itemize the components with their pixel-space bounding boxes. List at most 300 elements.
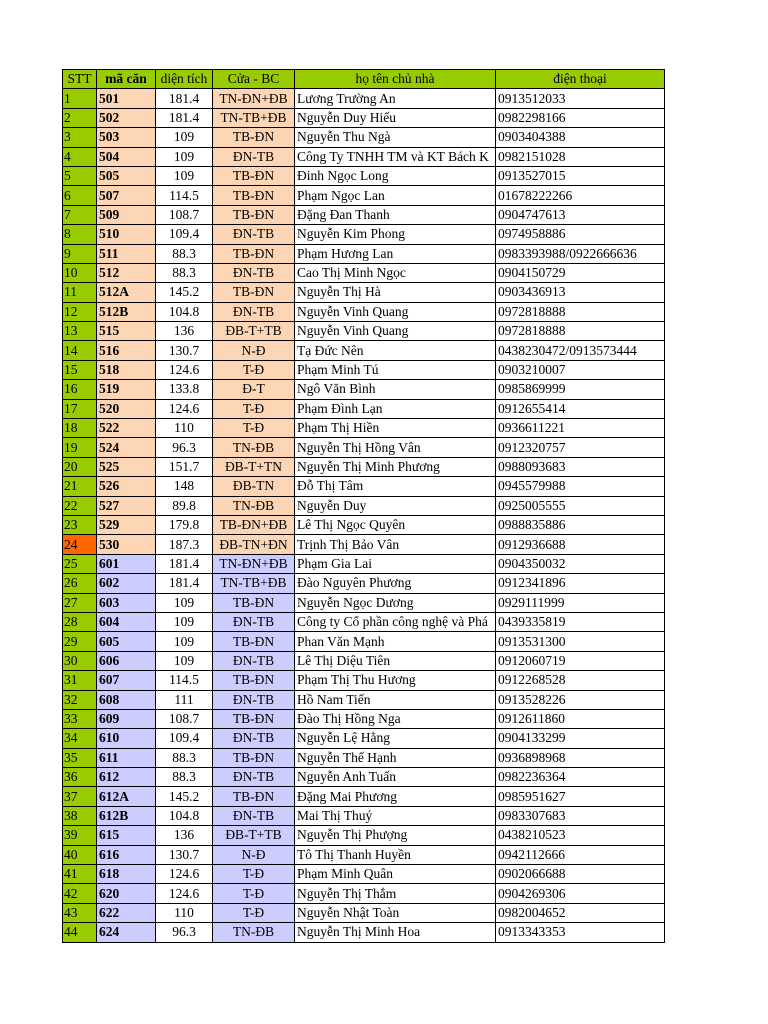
cell-stt: 4 [63,147,97,166]
cell-cua-bc: T-Đ [213,419,295,438]
cell-ma-can: 522 [97,419,156,438]
cell-cua-bc: T-Đ [213,884,295,903]
cell-ma-can: 605 [97,632,156,651]
cell-stt: 2 [63,108,97,127]
cell-dien-thoai: 0942112666 [496,845,665,864]
cell-ma-can: 512A [97,283,156,302]
cell-ho-ten: Nguyễn Thế Hạnh [295,748,496,767]
cell-ma-can: 607 [97,671,156,690]
cell-cua-bc: T-Đ [213,360,295,379]
cell-stt: 38 [63,806,97,825]
cell-ma-can: 511 [97,244,156,263]
cell-cua-bc: ĐN-TB [213,806,295,825]
cell-ma-can: 504 [97,147,156,166]
cell-cua-bc: ĐB-TN [213,477,295,496]
cell-ma-can: 519 [97,380,156,399]
cell-ma-can: 525 [97,457,156,476]
cell-cua-bc: N-Đ [213,341,295,360]
table-row [63,593,665,612]
cell-stt: 21 [63,477,97,496]
cell-dien-thoai: 0974958886 [496,225,665,244]
cell-cua-bc: ĐN-TB [213,225,295,244]
cell-cua-bc: ĐN-TB [213,612,295,631]
cell-cua-bc: TB-ĐN [213,787,295,806]
cell-stt: 40 [63,845,97,864]
cell-dien-tich: 88.3 [156,244,213,263]
cell-cua-bc: TB-ĐN [213,748,295,767]
cell-cua-bc: TB-ĐN [213,128,295,147]
cell-dien-tich: 108.7 [156,709,213,728]
cell-cua-bc: Đ-T [213,380,295,399]
cell-stt: 28 [63,612,97,631]
cell-dien-tich: 124.6 [156,865,213,884]
cell-dien-thoai: 0903436913 [496,283,665,302]
header-cua-bc: Cửa - BC [213,70,295,89]
cell-dien-tich: 108.7 [156,205,213,224]
cell-ho-ten: Phạm Hương Lan [295,244,496,263]
table-row [63,244,665,263]
table-row [63,651,665,670]
table-row [63,845,665,864]
cell-dien-tich: 89.8 [156,496,213,515]
table-row [63,554,665,573]
cell-dien-tich: 136 [156,322,213,341]
table-row [63,147,665,166]
table-row [63,768,665,787]
cell-stt: 24 [63,535,97,554]
header-stt: STT [63,70,97,89]
cell-dien-thoai: 0438210523 [496,826,665,845]
cell-stt: 35 [63,748,97,767]
cell-dien-thoai: 0904133299 [496,729,665,748]
cell-ma-can: 516 [97,341,156,360]
table-row [63,671,665,690]
header-dien-thoai: điện thoại [496,70,665,89]
cell-ho-ten: Phạm Đình Lạn [295,399,496,418]
cell-dien-thoai: 0912341896 [496,574,665,593]
table-row [63,709,665,728]
table-row [63,865,665,884]
cell-cua-bc: TN-TB+ĐB [213,108,295,127]
cell-stt: 17 [63,399,97,418]
cell-cua-bc: TB-ĐN [213,166,295,185]
cell-ma-can: 512 [97,263,156,282]
table-row [63,612,665,631]
cell-stt: 11 [63,283,97,302]
cell-cua-bc: ĐN-TB [213,147,295,166]
cell-stt: 15 [63,360,97,379]
cell-ho-ten: Nguyễn Vinh Quang [295,302,496,321]
cell-ho-ten: Tô Thị Thanh Huyền [295,845,496,864]
cell-ma-can: 622 [97,903,156,922]
table-row [63,884,665,903]
cell-dien-tich: 109 [156,128,213,147]
cell-dien-tich: 109 [156,632,213,651]
cell-ho-ten: Nguyễn Kim Phong [295,225,496,244]
cell-ho-ten: Nguyễn Lệ Hằng [295,729,496,748]
cell-dien-thoai: 0904150729 [496,263,665,282]
cell-stt: 9 [63,244,97,263]
apartment-owner-table [62,69,665,943]
table-row [63,225,665,244]
cell-ma-can: 602 [97,574,156,593]
cell-dien-thoai: 0903404388 [496,128,665,147]
cell-dien-tich: 96.3 [156,923,213,942]
cell-cua-bc: ĐN-TB [213,768,295,787]
cell-cua-bc: TN-ĐB [213,438,295,457]
cell-stt: 32 [63,690,97,709]
cell-ma-can: 503 [97,128,156,147]
cell-stt: 10 [63,263,97,282]
cell-dien-tich: 88.3 [156,768,213,787]
table-row [63,108,665,127]
table-row [63,923,665,942]
cell-ho-ten: Lương Trường An [295,89,496,108]
cell-stt: 3 [63,128,97,147]
cell-cua-bc: TB-ĐN [213,671,295,690]
cell-dien-thoai: 0912060719 [496,651,665,670]
cell-dien-thoai: 0982004652 [496,903,665,922]
table-row [63,419,665,438]
cell-dien-tich: 104.8 [156,302,213,321]
cell-stt: 31 [63,671,97,690]
cell-dien-tich: 109 [156,593,213,612]
cell-stt: 41 [63,865,97,884]
cell-dien-tich: 179.8 [156,515,213,534]
cell-dien-tich: 109 [156,147,213,166]
cell-cua-bc: TN-ĐB [213,923,295,942]
cell-cua-bc: ĐN-TB [213,651,295,670]
cell-stt: 34 [63,729,97,748]
cell-ho-ten: Đào Nguyên Phương [295,574,496,593]
cell-ho-ten: Phạm Gia Lai [295,554,496,573]
cell-ho-ten: Nguyễn Duy Hiếu [295,108,496,127]
cell-ho-ten: Đào Thị Hồng Nga [295,709,496,728]
cell-dien-tich: 114.5 [156,671,213,690]
table-row [63,302,665,321]
cell-dien-thoai: 0929111999 [496,593,665,612]
cell-dien-tich: 181.4 [156,554,213,573]
cell-dien-thoai: 0912611860 [496,709,665,728]
cell-cua-bc: ĐB-TN+ĐN [213,535,295,554]
cell-stt: 33 [63,709,97,728]
cell-dien-tich: 88.3 [156,263,213,282]
cell-cua-bc: N-Đ [213,845,295,864]
cell-ma-can: 512B [97,302,156,321]
table-row [63,360,665,379]
cell-stt: 36 [63,768,97,787]
cell-dien-thoai: 0912320757 [496,438,665,457]
table-row [63,748,665,767]
cell-dien-thoai: 0912655414 [496,399,665,418]
cell-dien-thoai: 0913531300 [496,632,665,651]
cell-dien-tich: 181.4 [156,89,213,108]
cell-cua-bc: ĐB-T+TN [213,457,295,476]
table-body [63,89,665,942]
cell-ma-can: 612A [97,787,156,806]
cell-dien-tich: 104.8 [156,806,213,825]
header-ma-can: mã căn [97,70,156,89]
cell-stt: 23 [63,515,97,534]
cell-dien-thoai: 0912936688 [496,535,665,554]
cell-stt: 16 [63,380,97,399]
cell-dien-tich: 124.6 [156,884,213,903]
cell-dien-thoai: 0912268528 [496,671,665,690]
cell-ho-ten: Phạm Ngọc Lan [295,186,496,205]
cell-dien-thoai: 0983393988/0922666636 [496,244,665,263]
cell-ho-ten: Đặng Mai Phương [295,787,496,806]
table-row [63,496,665,515]
cell-ma-can: 618 [97,865,156,884]
cell-cua-bc: TN-ĐN+ĐB [213,89,295,108]
cell-dien-thoai: 0904350032 [496,554,665,573]
cell-cua-bc: TB-ĐN [213,709,295,728]
cell-cua-bc: TB-ĐN [213,186,295,205]
cell-dien-thoai: 0925005555 [496,496,665,515]
cell-dien-thoai: 0903210007 [496,360,665,379]
cell-dien-thoai: 0988093683 [496,457,665,476]
table-row [63,341,665,360]
cell-ho-ten: Lê Thị Ngọc Quyên [295,515,496,534]
header-ho-ten: họ tên chủ nhà [295,70,496,89]
cell-dien-thoai: 0438230472/0913573444 [496,341,665,360]
table-row [63,690,665,709]
cell-cua-bc: ĐB-T+TB [213,322,295,341]
header-row [63,70,665,89]
table-row [63,322,665,341]
cell-dien-thoai: 0904269306 [496,884,665,903]
cell-ho-ten: Nguyễn Thị Hà [295,283,496,302]
cell-ho-ten: Ngô Văn Bình [295,380,496,399]
cell-ma-can: 520 [97,399,156,418]
cell-dien-tich: 187.3 [156,535,213,554]
table-row [63,399,665,418]
cell-cua-bc: TB-ĐN [213,205,295,224]
cell-dien-tich: 124.6 [156,360,213,379]
cell-dien-thoai: 0902066688 [496,865,665,884]
cell-ma-can: 620 [97,884,156,903]
cell-dien-tich: 110 [156,419,213,438]
cell-ma-can: 610 [97,729,156,748]
cell-cua-bc: TB-ĐN+ĐB [213,515,295,534]
cell-ho-ten: Đỗ Thị Tâm [295,477,496,496]
cell-stt: 5 [63,166,97,185]
cell-ho-ten: Nguyễn Vinh Quang [295,322,496,341]
cell-dien-tich: 130.7 [156,341,213,360]
cell-dien-thoai: 0988835886 [496,515,665,534]
cell-dien-thoai: 0936611221 [496,419,665,438]
cell-dien-tich: 145.2 [156,283,213,302]
table-row [63,166,665,185]
cell-ho-ten: Nguyễn Thị Minh Hoa [295,923,496,942]
cell-dien-tich: 151.7 [156,457,213,476]
cell-ho-ten: Nguyễn Ngọc Dương [295,593,496,612]
cell-cua-bc: TB-ĐN [213,632,295,651]
cell-ho-ten: Hồ Nam Tiến [295,690,496,709]
cell-dien-thoai: 0972818888 [496,322,665,341]
cell-ho-ten: Mai Thị Thuý [295,806,496,825]
cell-dien-thoai: 0913527015 [496,166,665,185]
cell-dien-tich: 124.6 [156,399,213,418]
cell-stt: 20 [63,457,97,476]
cell-ho-ten: Nguyễn Thị Thắm [295,884,496,903]
table-row [63,632,665,651]
cell-dien-tich: 88.3 [156,748,213,767]
cell-dien-thoai: 0972818888 [496,302,665,321]
cell-dien-thoai: 0982151028 [496,147,665,166]
cell-dien-tich: 96.3 [156,438,213,457]
cell-ho-ten: Nguyễn Thu Ngà [295,128,496,147]
table-row [63,477,665,496]
cell-dien-thoai: 0945579988 [496,477,665,496]
cell-stt: 7 [63,205,97,224]
cell-ma-can: 505 [97,166,156,185]
cell-ho-ten: Công Ty TNHH TM và KT Bách K [295,147,496,166]
cell-stt: 43 [63,903,97,922]
cell-cua-bc: T-Đ [213,399,295,418]
cell-ho-ten: Cao Thị Minh Ngọc [295,263,496,282]
cell-ho-ten: Nguyễn Thị Phượng [295,826,496,845]
cell-ma-can: 507 [97,186,156,205]
cell-stt: 26 [63,574,97,593]
table-row [63,535,665,554]
table-row [63,787,665,806]
cell-dien-tich: 109.4 [156,729,213,748]
cell-dien-thoai: 01678222266 [496,186,665,205]
cell-stt: 42 [63,884,97,903]
cell-ma-can: 509 [97,205,156,224]
cell-ho-ten: Phạm Minh Tú [295,360,496,379]
table-row [63,806,665,825]
cell-ho-ten: Phạm Thị Hiền [295,419,496,438]
cell-stt: 12 [63,302,97,321]
cell-dien-tich: 109 [156,166,213,185]
table-row [63,574,665,593]
cell-dien-tich: 130.7 [156,845,213,864]
cell-ma-can: 612B [97,806,156,825]
table-row [63,380,665,399]
cell-ho-ten: Nguyễn Thị Minh Phương [295,457,496,476]
cell-dien-thoai: 0913528226 [496,690,665,709]
cell-dien-thoai: 0904747613 [496,205,665,224]
cell-stt: 13 [63,322,97,341]
cell-ho-ten: Công ty Cổ phần công nghệ và Phá [295,612,496,631]
cell-ma-can: 518 [97,360,156,379]
cell-cua-bc: TN-TB+ĐB [213,574,295,593]
table-row [63,186,665,205]
cell-stt: 18 [63,419,97,438]
cell-ma-can: 515 [97,322,156,341]
cell-ma-can: 612 [97,768,156,787]
cell-dien-thoai: 0936898968 [496,748,665,767]
table-row [63,903,665,922]
cell-ma-can: 501 [97,89,156,108]
cell-ma-can: 601 [97,554,156,573]
cell-ma-can: 603 [97,593,156,612]
cell-stt: 39 [63,826,97,845]
cell-ma-can: 615 [97,826,156,845]
cell-dien-thoai: 0913343353 [496,923,665,942]
cell-dien-tich: 114.5 [156,186,213,205]
cell-ho-ten: Nguyễn Anh Tuấn [295,768,496,787]
cell-stt: 8 [63,225,97,244]
cell-dien-tich: 110 [156,903,213,922]
cell-ma-can: 526 [97,477,156,496]
cell-ma-can: 510 [97,225,156,244]
cell-ma-can: 611 [97,748,156,767]
table-row [63,89,665,108]
cell-ma-can: 609 [97,709,156,728]
cell-stt: 6 [63,186,97,205]
cell-ma-can: 616 [97,845,156,864]
cell-ho-ten: Trịnh Thị Bảo Vân [295,535,496,554]
cell-stt: 37 [63,787,97,806]
cell-cua-bc: ĐB-T+TB [213,826,295,845]
cell-ho-ten: Đặng Đan Thanh [295,205,496,224]
cell-ho-ten: Nguyễn Duy [295,496,496,515]
cell-dien-thoai: 0985869999 [496,380,665,399]
cell-ho-ten: Phạm Thị Thu Hương [295,671,496,690]
cell-stt: 19 [63,438,97,457]
cell-ho-ten: Tạ Đức Nên [295,341,496,360]
table-row [63,438,665,457]
cell-stt: 44 [63,923,97,942]
table-row [63,729,665,748]
cell-cua-bc: ĐN-TB [213,263,295,282]
cell-ma-can: 624 [97,923,156,942]
table-row [63,283,665,302]
cell-dien-tich: 109 [156,651,213,670]
cell-ma-can: 604 [97,612,156,631]
cell-stt: 30 [63,651,97,670]
cell-ma-can: 530 [97,535,156,554]
cell-ma-can: 527 [97,496,156,515]
cell-ho-ten: Đinh Ngọc Long [295,166,496,185]
cell-stt: 29 [63,632,97,651]
cell-ho-ten: Lê Thị Diệu Tiên [295,651,496,670]
table-row [63,826,665,845]
cell-stt: 1 [63,89,97,108]
cell-cua-bc: ĐN-TB [213,729,295,748]
table-row [63,128,665,147]
cell-dien-tich: 148 [156,477,213,496]
cell-dien-thoai: 0983307683 [496,806,665,825]
cell-dien-tich: 181.4 [156,574,213,593]
table-row [63,515,665,534]
cell-ho-ten: Phan Văn Mạnh [295,632,496,651]
cell-cua-bc: TB-ĐN [213,283,295,302]
cell-dien-tich: 136 [156,826,213,845]
cell-dien-thoai: 0982298166 [496,108,665,127]
cell-dien-tich: 133.8 [156,380,213,399]
cell-cua-bc: TN-ĐN+ĐB [213,554,295,573]
cell-ma-can: 606 [97,651,156,670]
header-dien-tich: diện tích [156,70,213,89]
cell-dien-tich: 181.4 [156,108,213,127]
cell-cua-bc: TB-ĐN [213,593,295,612]
cell-ma-can: 608 [97,690,156,709]
cell-stt: 25 [63,554,97,573]
cell-dien-tich: 111 [156,690,213,709]
cell-stt: 14 [63,341,97,360]
cell-cua-bc: T-Đ [213,903,295,922]
cell-cua-bc: ĐN-TB [213,690,295,709]
cell-ho-ten: Phạm Minh Quân [295,865,496,884]
cell-ho-ten: Nguyễn Nhật Toàn [295,903,496,922]
table-row [63,457,665,476]
cell-stt: 27 [63,593,97,612]
cell-dien-thoai: 0439335819 [496,612,665,631]
